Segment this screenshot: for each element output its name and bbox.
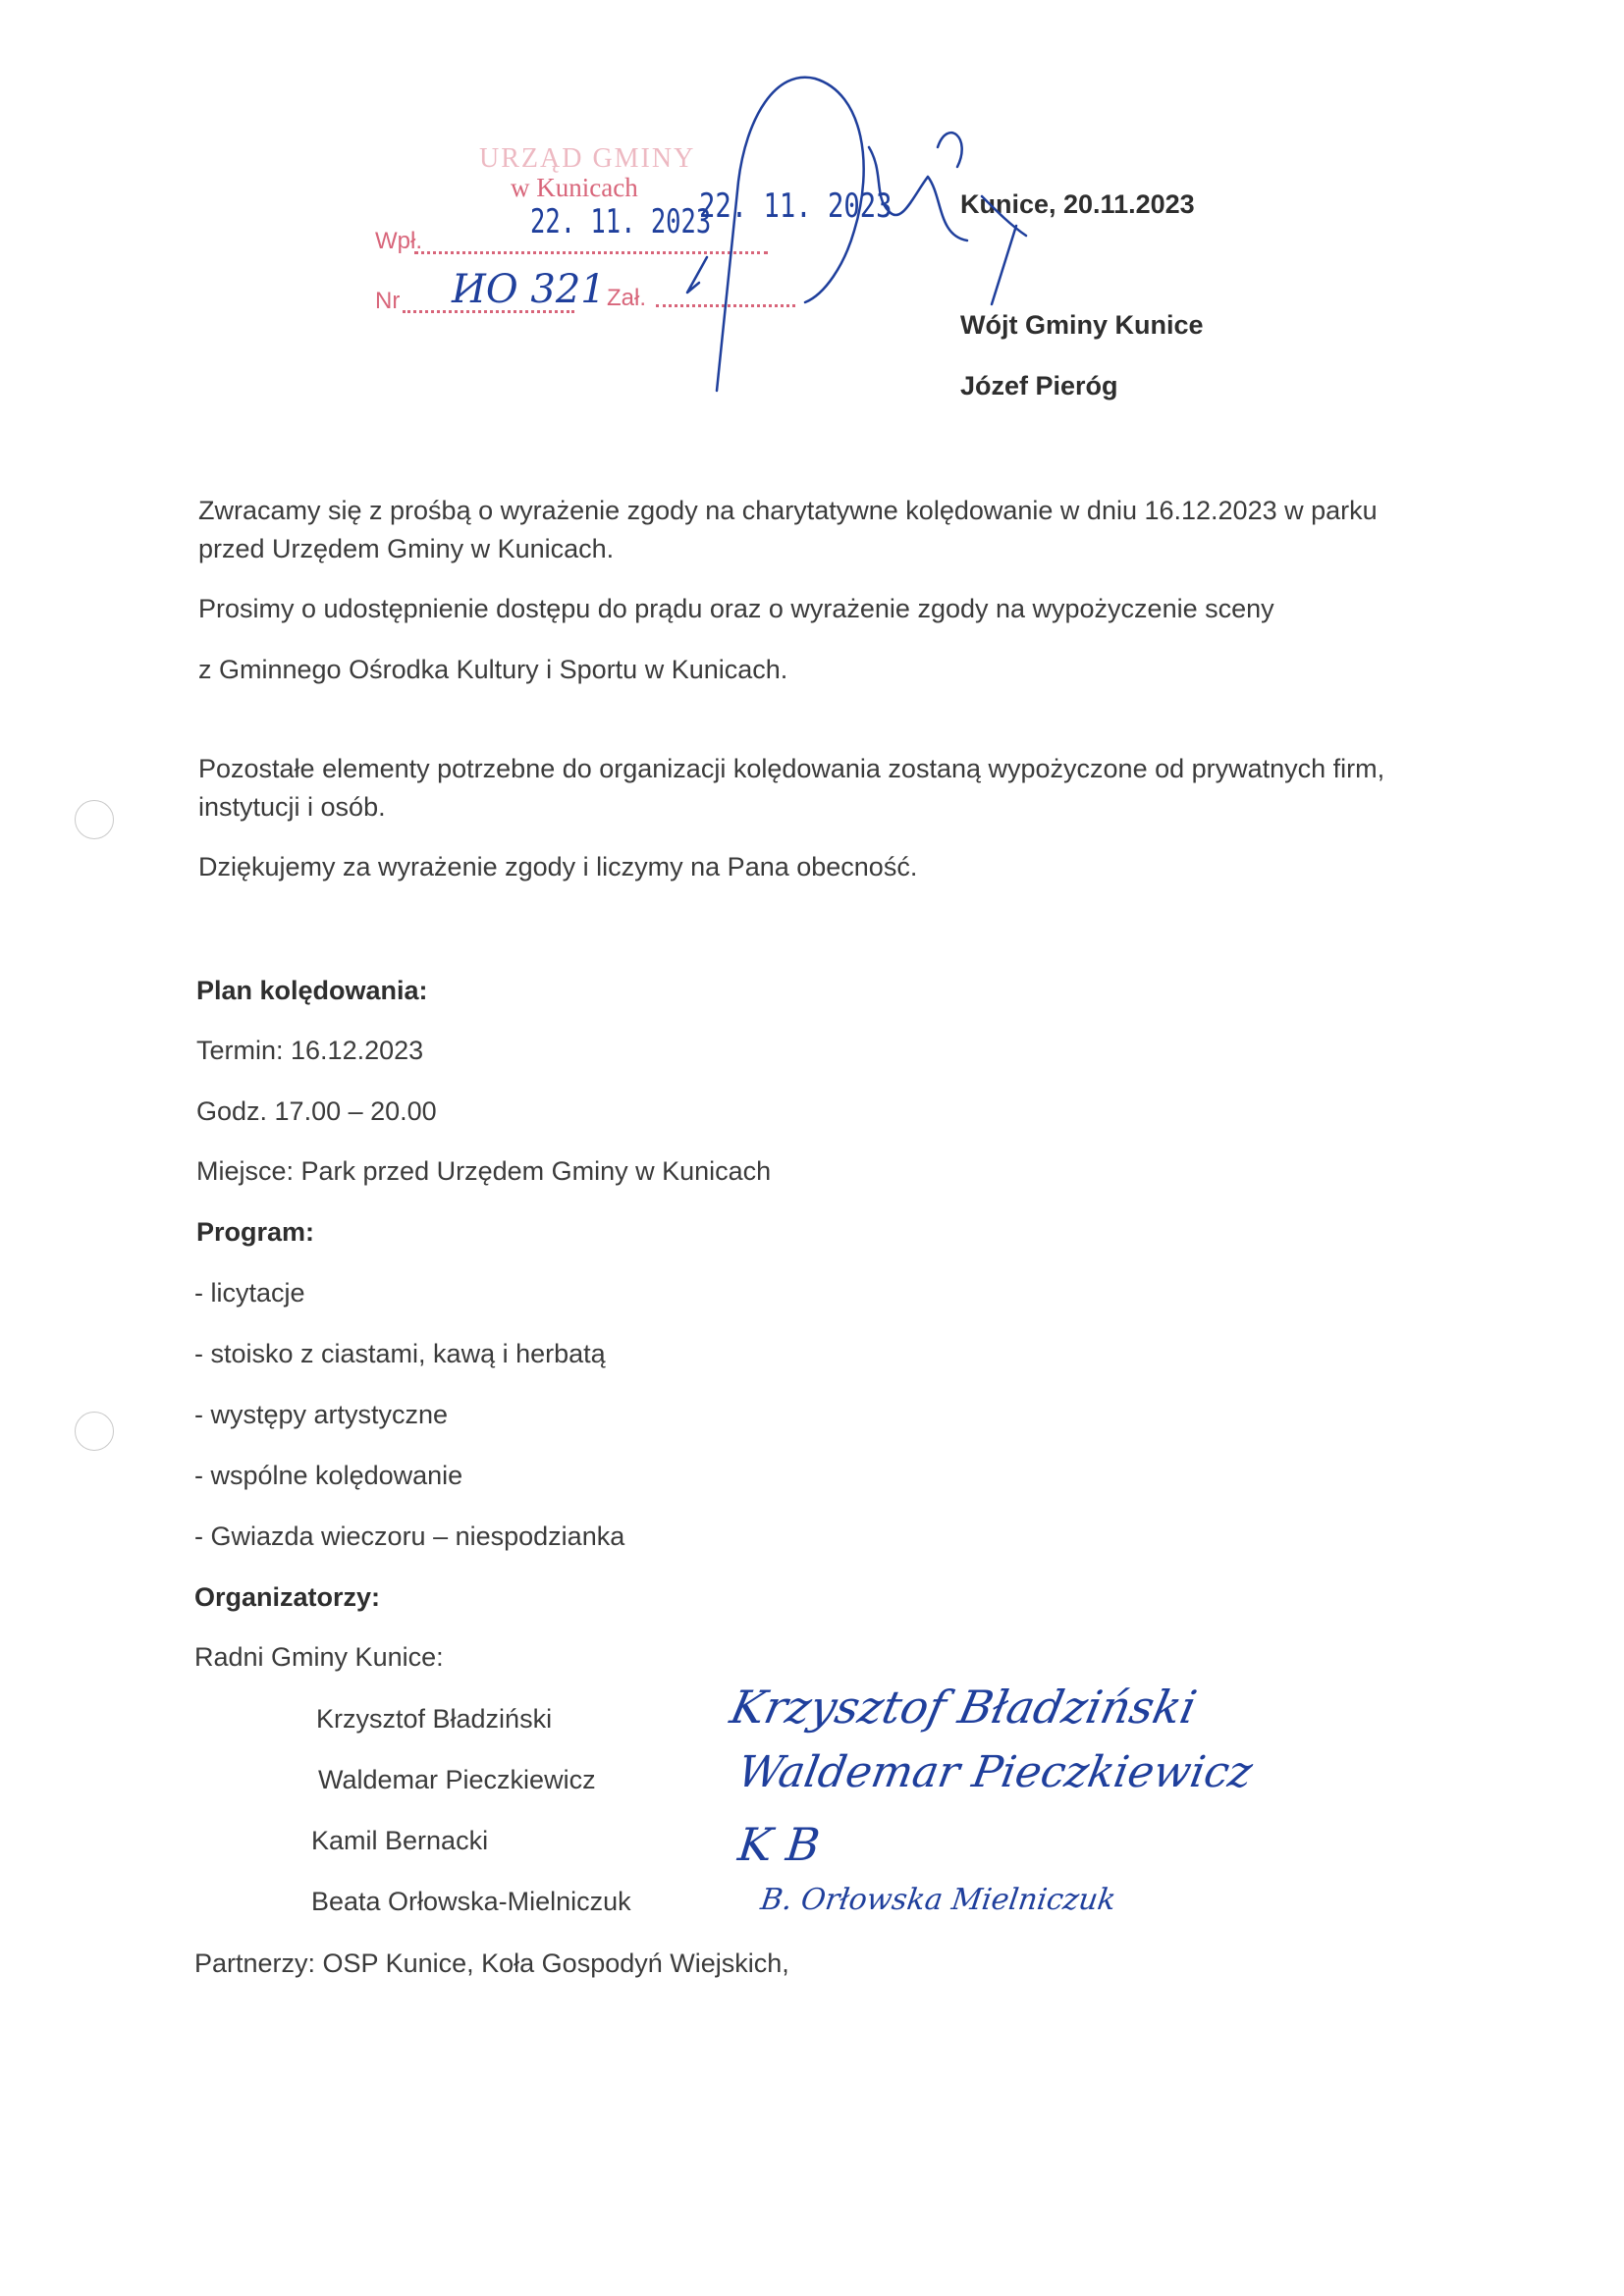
paragraph-2-line-2: z Gminnego Ośrodka Kultury i Sportu w Kunicach. — [198, 655, 788, 684]
organizer-name: Waldemar Pieczkiewicz — [318, 1765, 596, 1794]
program-item: - Gwiazda wieczoru – niespodzianka — [194, 1522, 625, 1551]
paragraph-2-line-1: Prosimy o udostępnienie dostępu do prądu oraz o wyrażenie zgody na wypożyczenie sceny — [198, 594, 1274, 623]
recipient-name: Józef Pieróg — [960, 371, 1118, 400]
signature-organizer: Krzysztof Bładziński — [726, 1681, 1202, 1734]
stamp-attachment-line — [656, 304, 795, 307]
stamp-attachment-label: Zał. — [607, 285, 647, 311]
paragraph-4: Dziękujemy za wyrażenie zgody i liczymy na Pana obecność. — [198, 852, 918, 881]
organizer-name: Krzysztof Bładziński — [316, 1704, 553, 1734]
punch-hole-bottom — [75, 1412, 114, 1451]
plan-heading: Plan kolędowania: — [196, 976, 428, 1005]
handwritten-registry-number: ИO 321 — [452, 267, 606, 312]
organizer-name: Kamil Bernacki — [311, 1826, 489, 1855]
council-label: Radni Gminy Kunice: — [194, 1642, 444, 1672]
plan-hours: Godz. 17.00 – 20.00 — [196, 1096, 437, 1126]
program-item: - wspólne kolędowanie — [194, 1461, 463, 1490]
stamp-received-line — [414, 251, 768, 254]
paragraph-1-line-2: przed Urzędem Gminy w Kunicach. — [198, 534, 615, 563]
organizers-heading: Organizatorzy: — [194, 1582, 381, 1612]
plan-place: Miejsce: Park przed Urzędem Gminy w Kunicach — [196, 1156, 772, 1186]
plan-term: Termin: 16.12.2023 — [196, 1036, 424, 1065]
partners-line: Partnerzy: OSP Kunice, Koła Gospodyń Wiejskich, — [194, 1949, 789, 1978]
stamp-office-name: URZĄD GMINY — [479, 143, 696, 174]
signature-organizer: Waldemar Pieczkiewicz — [733, 1747, 1257, 1797]
paragraph-1-line-1: Zwracamy się z prośbą o wyrażenie zgody na charytatywne kolędowanie w dniu 16.12.2023 w parku — [198, 496, 1378, 525]
stamp-received-label: Wpł. — [375, 228, 422, 254]
place-and-date: Kunice, 20.11.2023 — [960, 189, 1195, 219]
paragraph-3-line-1: Pozostałe elementy potrzebne do organizacji kolędowania zostaną wypożyczone od prywatnych firm, — [198, 754, 1385, 783]
signature-organizer: B. Orłowska Mielniczuk — [758, 1883, 1118, 1917]
handwritten-received-date: 22. 11. 2023 — [530, 202, 712, 241]
program-item: - występy artystyczne — [194, 1400, 449, 1429]
program-item: - licytacje — [194, 1278, 305, 1308]
stamp-office-place: w Kunicach — [511, 173, 638, 202]
recipient-title: Wójt Gminy Kunice — [960, 310, 1204, 340]
punch-hole-top — [75, 800, 114, 839]
signature-organizer: K B — [735, 1818, 823, 1871]
organizer-name: Beata Orłowska-Mielniczuk — [311, 1887, 631, 1916]
paragraph-3-line-2: instytucji i osób. — [198, 792, 386, 822]
stamp-number-label: Nr — [375, 288, 401, 314]
handwritten-extra-date: 22. 11. 2023 — [699, 187, 893, 226]
program-heading: Program: — [196, 1217, 315, 1247]
program-item: - stoisko z ciastami, kawą i herbatą — [194, 1339, 606, 1368]
